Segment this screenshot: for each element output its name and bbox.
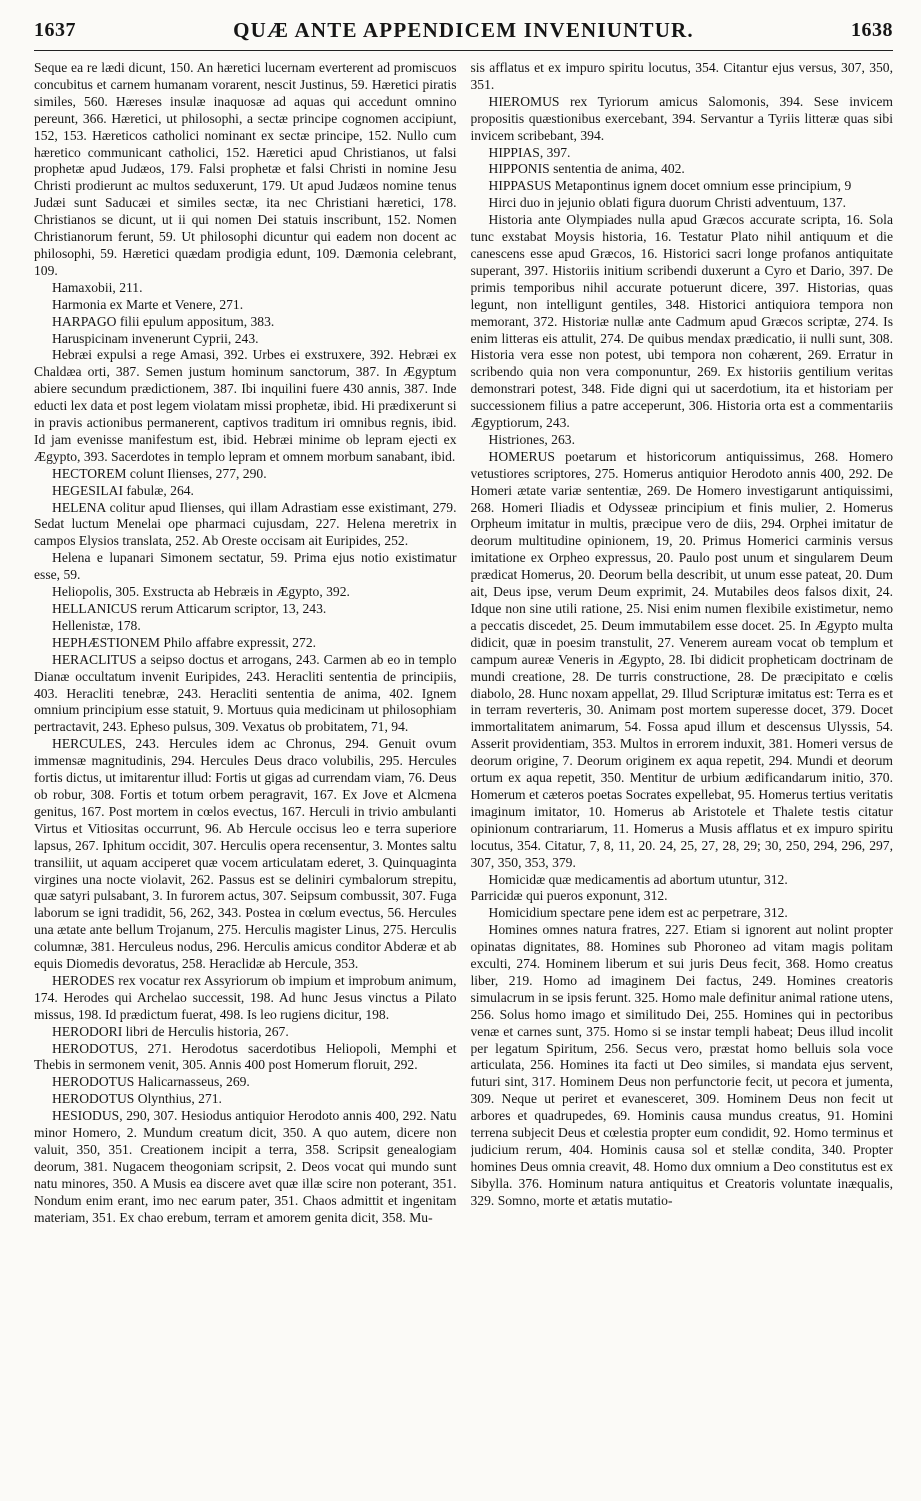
index-entry: Homicidæ quæ medicamentis ad abortum utuntur, 312.	[488, 871, 788, 887]
index-entry: Heliopolis, 305. Exstructa ab Hebræis in Ægypto, 392.	[52, 584, 350, 600]
index-entry: HERCULES, 243. Hercules idem ac Chronus, 294. Genuit ovum immensæ magnitudinis, 294. Hercules Deus draco volubilis, 295. Hercules fortis dictus, ut imitarentur illud: Fortis ut gigas ad currendam viam, 76. Deus ob robur, 308. Fortis et totum orbem peragravit, 167. Ex Jove et Alcmena genitus, 167. Post mortem in cœlos evectus, 167. Herculi in trivio ambulanti Virtus et Vitiositas occurrunt, 96. Ab Hercule occisus leo e terra superiore lapsus, 267. Iphitum occidit, 307. Herculis opera recensentur, 3. Montes saltu transiliit, ut aquam acciperet quæ vocem articulatam ederet, 3. Quinquaginta virgines una nocte violavit, 262. Passus est se deliniri cymbalorum strepitu, quæ satyri pulsabant, 3. In furorem actus, 307. Seipsum combussit, 307. Fuga laborum se igni tradidit, 56, 262, 343. Postea in cœlum evectus, 56. Hercules una ætate ante bellum Trojanum, 275. Herculis magister Linus, 275. Herculis columnæ, 381. Herculeus nodus, 296. Herculis amicus conditor Abderæ et ab equis Diomedis devoratus, 258. Heraclidæ ab Hercule, 353.	[34, 736, 457, 972]
index-entry: HERODOTUS, 271. Herodotus sacerdotibus Heliopoli, Memphi et Thebis in sermonem venit, 305. Annis 400 post Homerum floruit, 292.	[34, 1040, 457, 1073]
index-entry: Histriones, 263.	[488, 431, 575, 447]
index-entry: HERODOTUS Halicarnasseus, 269.	[52, 1074, 250, 1090]
text-column-right	[471, 60, 894, 1487]
index-entry: Hirci duo in jejunio oblati figura duorum Christi adventuum, 137.	[488, 195, 847, 211]
index-entry: HEGESILAI fabulæ, 264.	[52, 482, 194, 498]
index-entry: sis afflatus et ex impuro spiritu locutus, 354. Citantur ejus versus, 307, 350, 351.	[470, 60, 893, 92]
index-entry: HERODES rex vocatur rex Assyriorum ob impium et improbum animum, 174. Herodes qui Archelao successit, 198. Ad hunc Jesus vinctus a Pilato missus, 198. Id prædictum fuerat, 498. Is leo rugiens dicitur, 198.	[34, 972, 457, 1022]
index-entry: Hebræi expulsi a rege Amasi, 392. Urbes ei exstruxere, 392. Hebræi ex Chaldæa orti, 387. Semen justum hominum sanctorum, 387. In Ægyptum abiere secundum prædictionem, 387. Ibi inquilini fuere 430 annis, 387. Inde educti lex data et post legem violatam missi prophetæ, ibid. Hi prædixerunt si in pravis actionibus permanerent, captivos traditum iri omnibus regnis, ibid. Id jam evenisse manifestum est, ibid. Hebræi minime ob lepram ejecti ex Ægypto, 393. Sacerdotes in templo lepram et omnem morbum sanabant, ibid.	[34, 347, 457, 464]
index-entry: Harmonia ex Marte et Venere, 271.	[52, 296, 244, 312]
index-entry: HELENA colitur apud Ilienses, qui illam Adrastiam esse existimant, 279. Sedat luctum Menelai ope pharmaci cujusdam, 227. Helena meretrix in campos Elysios translata, 252. Ab Oreste occisam ait Euripides, 252.	[34, 499, 457, 549]
index-entry: HERODOTUS Olynthius, 271.	[52, 1091, 222, 1107]
index-entry: Historia ante Olympiades nulla apud Græcos accurate scripta, 16. Sola tunc exstabat Moysis historia, 16. Testatur Plato nihil antiquum et die canescens esse apud Græcos, 16. Historici sacri longe profanos antiquitate superant, 397. Historiis initium scribendi duxerunt a Cyro et Dario, 397. De primis temporibus nihil accurate potuerunt dicere, 397. Historias, quas legunt, non intelligunt gentiles, 348. Historici antiquiora tempora non memorant, 372. Historiæ nullæ ante Cadmum apud Græcos scriptæ, 274. Is enim litteras eis attulit, 274. De quibus mendax prædicatio, ii nulli sunt, 308. Historia vera esse non potest, ubi tempora non cohærent, 269. Erratur in scribendo quia non vera componuntur, 269. Ex historiis gentilium veritas demonstrari potest, 348. Fide digni qui ut sacerdotium, ita et historiam per successionem filius a patre acceperunt, 306. Historia orta est a commentariis Ægyptiorum, 243.	[470, 212, 893, 431]
index-entry: HELLANICUS rerum Atticarum scriptor, 13, 243.	[52, 601, 327, 616]
index-entry: HARPAGO filii epulum appositum, 383.	[52, 313, 275, 329]
index-entry: Homines omnes natura fratres, 227. Etiam si ignorent aut nolint propter opinatas dignitates, 88. Homines sub Phoroneo ad vitam magis politam exculti, 274. Hominem liberum et sui juris Deus fecit, 368. Homo creatus liber, 219. Homo ad imaginem Dei factus, 249. Homines creatoris simulacrum in se ipsis ferunt. 325. Homo male definitur animal ratione utens, 256. Solus homo imago et similitudo Dei, 255. Homines qui in pectoribus venæ et carnes sunt, 375. Homo si se instar templi habeat; Deus illud incolit per legatum Spiritum, 256. Secus vero, præstat homo belluis sola voce articulata, 256. Homines ita facti ut Deo similes, si mandata ejus servent, futuri sint, 317. Hominem Deus non perfunctorie fecit, ut pecora et jumenta, 309. Neque ut periret et evanesceret, 309. Hominem Deus non fecit ut arbores et quadrupedes, 69. Hominis causa mundus creatus, 91. Homini terrena subjecit Deus et cœlestia propter eum condidit, 92. Homo terminus et judicium rerum, 404. Hominis causa sol et stellæ condita, 340. Propter homines Deus omnia creavit, 48. Homo dux omnium a Deo constitutus est ex Sibylla. 376. Hominum natura antiquitus et Creatoris voluntate inæqualis, 329. Somno, morte et ætatis mutatio-	[470, 922, 893, 1208]
text-columns	[34, 60, 893, 1487]
index-entry: HEPHÆSTIONEM Philo affabre expressit, 272.	[52, 634, 317, 650]
index-entry: HIPPONIS sententia de anima, 402.	[488, 161, 685, 177]
index-entry: HECTOREM colunt Ilienses, 277, 290.	[52, 465, 267, 481]
page-header	[34, 10, 893, 51]
page-number-left: 1637	[34, 18, 76, 41]
running-title: QUÆ ANTE APPENDICEM INVENIUNTUR.	[233, 17, 694, 42]
index-entry: HIPPASUS Metapontinus ignem docet omnium esse principium, 9	[488, 178, 852, 194]
index-entry: Hamaxobii, 211.	[52, 279, 143, 295]
index-entry: Hellenistæ, 178.	[52, 617, 141, 633]
index-entry: Helena e lupanari Simonem sectatur, 59. Prima ejus notio existimatur esse, 59.	[34, 550, 457, 583]
index-entry: Parricidæ qui pueros exponunt, 312.	[470, 888, 668, 904]
index-entry: Haruspicinam invenerunt Cyprii, 243.	[52, 330, 259, 346]
index-entry: Seque ea re lædi dicunt, 150. An hæretici lucernam everterent ad promiscuos concubitus et carnem humanam vorarent, nescit Justinus, 59. Hæretici piratis similes, 560. Hæreses insulæ inaquosæ ad aquas qui accedunt omnino pereunt, 366. Hæretici, ut philosophi, a sectæ principe cognomen accipiunt, 152, 153. Hæreticos catholici nominant ex sectæ principe, 152. Nullo cum hæretico communicant catholici, 152. Hæretici apud Christianos, ut falsi prophetæ apud Judæos, 179. Falsi prophetæ et falsi Christi in nomine Jesu Christi prodierunt ac multos seduxerunt, 179. Ut apud Judæos nomine tenus Judæi sunt Saducæi et similes sectæ, ita nec Christiani hæretici, 178. Christianos se dicunt, ut ii qui nomen Dei statuis inscribunt, 152. Nomen Christianorum ferunt, 59. Ut philosophi dicuntur qui eadem non docent ac philosophi, 59. Hæretici quædam prodigia edunt, 109. Dæmonia celebrant, 109.	[34, 60, 457, 278]
index-entry: HIPPIAS, 397.	[488, 144, 571, 160]
index-entry: HIEROMUS rex Tyriorum amicus Salomonis, 394. Sese invicem propositis quæstionibus exercebant, 394. Servantur a Tyriis litteræ quas sibi invicem scribebant, 394.	[470, 93, 893, 143]
index-entry: HERACLITUS a seipso doctus et arrogans, 243. Carmen ab eo in templo Dianæ occultatum invenit Euripides, 243. Heracliti sententia de principiis, 403. Heracliti tenebræ, 243. Heracliti sententia de anima, 402. Ignem omnium principium esse statuit, 9. Mortuus quia medicinam ut philosophiam pertractavit, 243. Epheso pulsus, 309. Vexatus ob probitatem, 71, 94.	[34, 651, 457, 735]
text-column-left	[34, 60, 457, 1487]
index-entry: HESIODUS, 290, 307. Hesiodus antiquior Herodoto annis 400, 292. Natu minor Homero, 2. Mundum creatum dicit, 350. A quo autem, dicere non valuit, 350, 351. Creationem incipit a terra, 358. Scripsit genealogiam deorum, 381. Nugacem theogoniam scripsit, 2. Deos vocat qui mundo sunt natu minores, 350. A Musis ea discere avet quæ illæ scire non poterant, 351. Nondum enim erant, imo nec earum pater, 351. Chaos admittit et ingenitam materiam, 351. Ex chao erebum, terram et amorem genita dicit, 358. Mu-	[34, 1108, 457, 1225]
index-entry: HOMERUS poetarum et historicorum antiquissimus, 268. Homero vetustiores scriptores, 275. Homerus antiquior Herodoto annis 400, 292. De Homeri ætate variæ sententiæ, 269. De Homero investigarunt antiquissimi, 268. Homeri Iliadis et Odysseæ principium et finis mulier, 2. Homerus Orpheum imitatur in multis, præcipue vero de diis, 294. Orphei imitatur de deorum multitudine opinionem, 19, 20. Primus Homerici carminis versus imitatione ex Orpheo expressus, 20. Paulo post unum et singularem Deum prædicat Homerus, 20. Deorum bella describit, ut unum esse pateat, 20. Dum ait, Deus ipse, verum Deum exprimit, 24. Mutabiles deos falsos dixit, 24. Idque non sine utili ratione, 25. Nisi enim numen flexibile existimetur, nemo a peccatis discedet, 25. Deum immutabilem esse docet. 25. In Ægypto multa didicit, quæ in poesim transtulit, 27. Venerem auream vocat ob templum et campum aureæ Veneris in Ægypto, 28. Ibi didicit propheticam doctrinam de mundi creatione, 28. De turris constructione, 28. De præcipitato e cœlis diabolo, 28. Hunc noxam appellat, 29. Illud Scripturæ imitatus est: Terra es et in terram reverteris, 30. Animam post mortem superesse docet, 379. Docet immortalitatem animarum, 54. Fossa apud illum et descensus Ulyssis, 54. Asserit providentiam, 353. Multos in errorem induxit, 381. Homeri versus de deorum origine, 7. Deorum originem ex aqua repetit, 294. Mundi et deorum ortum ex aqua repetit, 350. Mentitur de urbium ædificandarum initio, 370. Homerum et cæteros poetas Socrates expellebat, 95. Homerus tertius veritatis imaginum imitator, 10. Homerus ab Aristotele et Thalete testis citatur opinionum contrariarum, 11. Homerus a Musis afflatus et ex impuro spiritu locutus, 354. Citatur, 7, 8, 11, 20. 24, 25, 27, 28, 29; 30, 250, 294, 296, 297, 307, 350, 353, 379.	[470, 448, 893, 870]
page-number-right: 1638	[851, 18, 893, 41]
index-entry: HERODORI libri de Herculis historia, 267.	[52, 1023, 289, 1039]
index-entry: Homicidium spectare pene idem est ac perpetrare, 312.	[488, 905, 788, 921]
